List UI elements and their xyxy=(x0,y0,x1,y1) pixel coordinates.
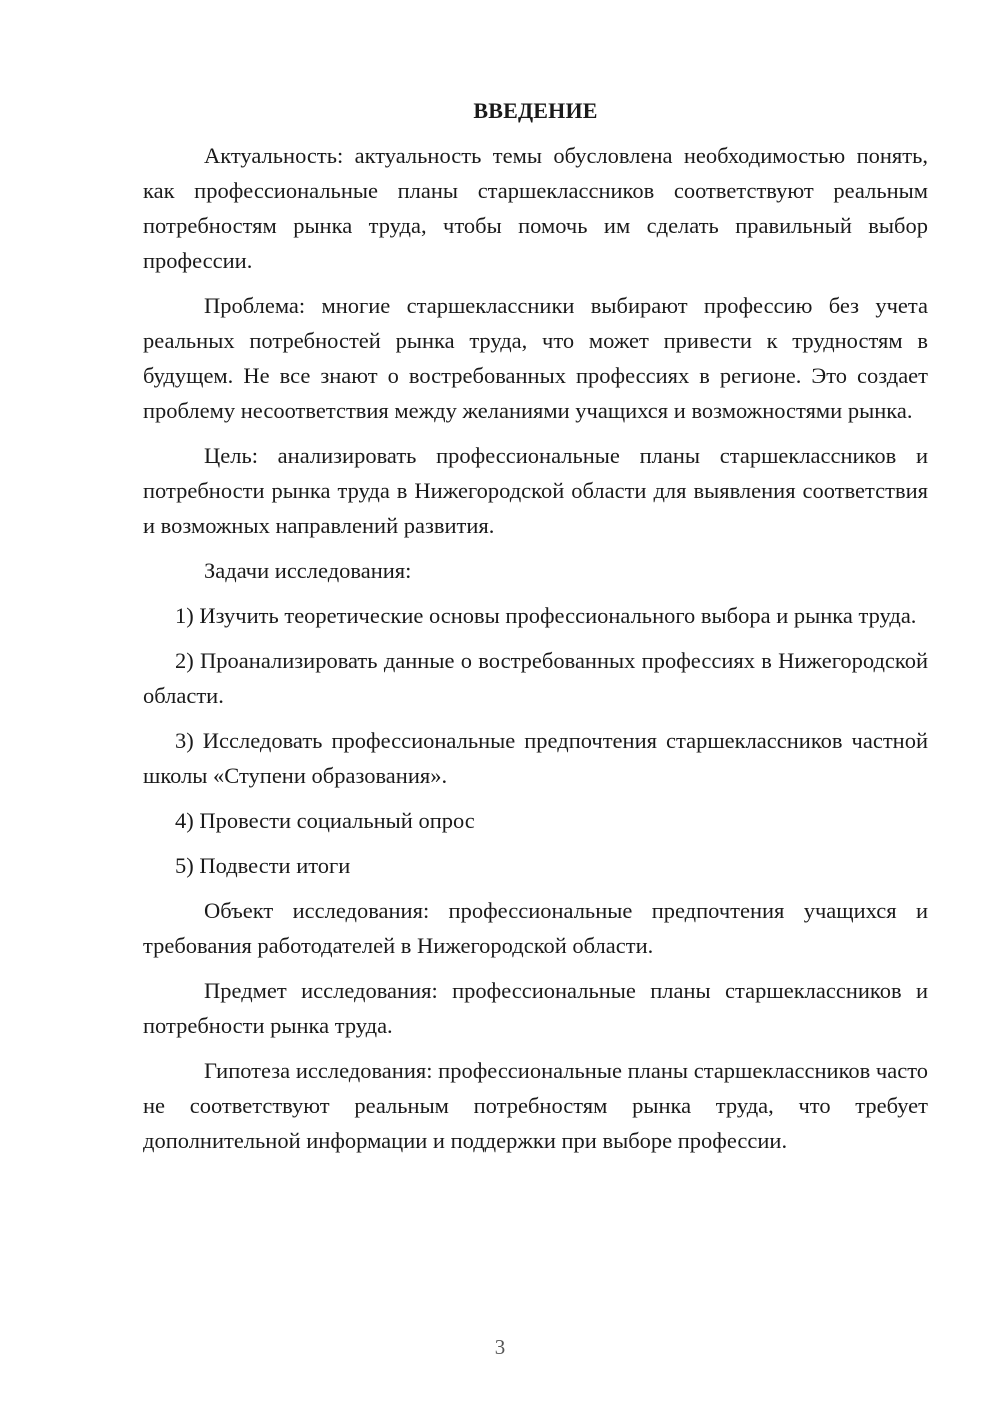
relevance-paragraph: Актуальность: актуальность темы обусловлена необходимостью понять, как профессиональные планы старшеклассников соответствуют реальным потребностям рынка труда, чтобы помочь им сделать правильный выбор профессии. xyxy=(143,143,928,273)
task-item: 5) Подвести итоги xyxy=(175,853,351,878)
task-item: 1) Изучить теоретические основы профессионального выбора и рынка труда. xyxy=(175,603,917,628)
problem-paragraph: Проблема: многие старшеклассники выбирают профессию без учета реальных потребностей рынка труда, что может привести к трудностям в будущем. Не все знают о востребованных профессиях в регионе. Это создает проблему несоответствия между желаниями учащихся и возможностями рынка. xyxy=(143,293,928,423)
task-item: 4) Провести социальный опрос xyxy=(175,808,475,833)
section-title: ВВЕДЕНИЕ xyxy=(473,98,598,123)
subject-paragraph: Предмет исследования: профессиональные планы старшеклассников и потребности рынка труда. xyxy=(143,978,928,1038)
object-paragraph: Объект исследования: профессиональные предпочтения учащихся и требования работодателей в Нижегородской области. xyxy=(143,898,928,958)
goal-paragraph: Цель: анализировать профессиональные планы старшеклассников и потребности рынка труда в Нижегородской области для выявления соответствия и возможных направлений развития. xyxy=(143,443,928,538)
task-item: 2) Проанализировать данные о востребованных профессиях в Нижегородской области. xyxy=(143,648,928,708)
hypothesis-paragraph: Гипотеза исследования: профессиональные планы старшеклассников часто не соответствуют реальным потребностям рынка труда, что требует дополнительной информации и поддержки при выборе профессии. xyxy=(143,1058,928,1153)
task-item: 3) Исследовать профессиональные предпочтения старшеклассников частной школы «Ступени образования». xyxy=(143,728,928,788)
document-page xyxy=(143,96,928,1168)
page-number: 3 xyxy=(494,1335,506,1359)
tasks-heading: Задачи исследования: xyxy=(204,558,412,583)
